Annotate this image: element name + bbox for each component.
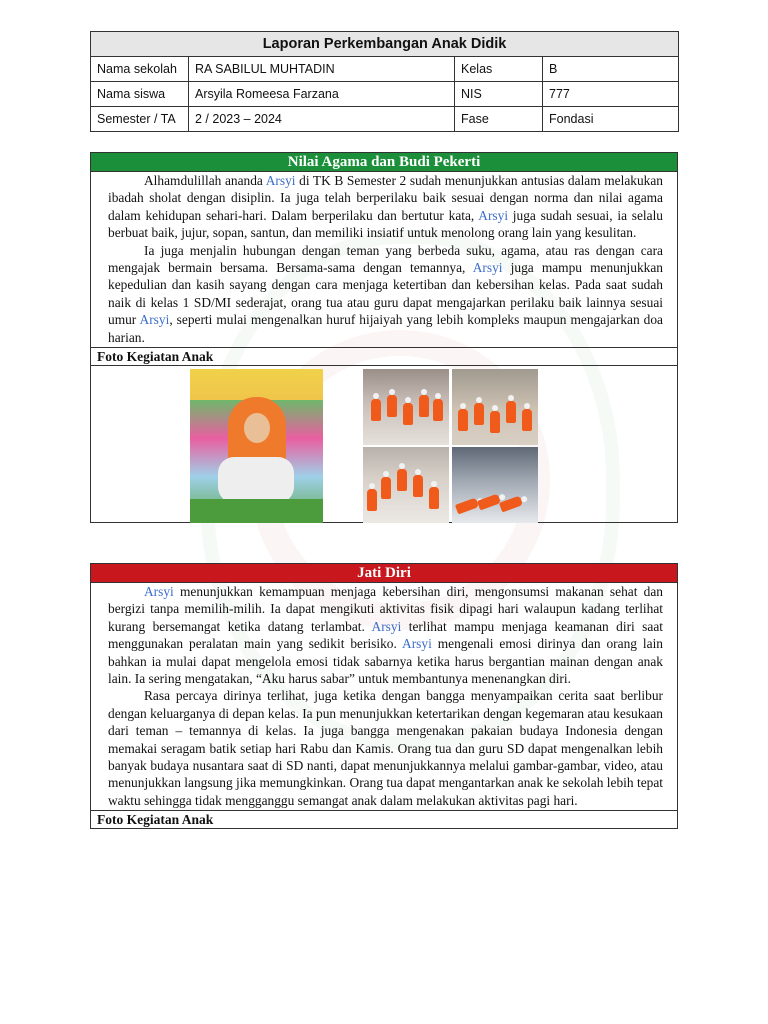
- student-info-table: [90, 31, 679, 132]
- photo-label: Foto Kegiatan Anak: [91, 810, 677, 828]
- text: menunjukkan kemampuan menjaga kebersihan diri, mengonsumsi makanan sehat dan bergizi tanpa memilih-milih. Ia dapat mengikuti aktivitas fisik dipagi hari walaupun kadang terlihat kurang bersemangat ketika datang terlambat.: [108, 584, 663, 634]
- text: Alhamdulillah ananda: [144, 173, 266, 188]
- section-body: [91, 171, 677, 347]
- paragraph: Rasa percaya dirinya terlihat, juga ketika dengan bangga menyampaikan cerita saat berlibur dengan keluarganya di depan kelas. Ia pun menunjukkan ketertarikan dengan kegemaran atau kesukaan dari teman – temannya di kelas. Ia juga bangga mengenakan pakaian budaya Indonesia dengan memakai seragam batik setiap hari Rabu dan Kamis. Orang tua dan guru SD dapat mengenalkan lebih banyak budaya nusantara saat di SD nanti, dapat menunjukkannya melalui gambar-gambar, video, atau menunjukkan langsung jika memungkinkan. Orang tua dapat mengantarkan anak ke sekolah lebih tepat waktu sehingga tidak mengganggu semangat anak dalam melakukan aktivitas pagi hari.: [108, 688, 663, 808]
- photo-child-activity: [190, 369, 323, 523]
- paragraph: [108, 172, 663, 242]
- student-name: Arsyi: [371, 618, 402, 634]
- value-school: RA SABILUL MUHTADIN: [189, 57, 455, 82]
- text: , seperti mulai mengenalkan huruf hijaiyah yang lebih kompleks maupun mengajarkan doa harian.: [108, 312, 664, 345]
- student-name: Arsyi: [478, 207, 509, 223]
- photo-area: [91, 365, 677, 522]
- label-phase: Fase: [455, 107, 543, 132]
- photo-group-3: [363, 447, 449, 523]
- label-nis: NIS: [455, 82, 543, 107]
- student-name: Arsyi: [139, 312, 170, 328]
- paragraph: [108, 242, 663, 346]
- value-student: Arsyila Romeesa Farzana: [189, 82, 455, 107]
- value-nis: 777: [543, 82, 679, 107]
- label-semester: Semester / TA: [91, 107, 189, 132]
- photo-group-4: [452, 447, 538, 523]
- value-class: B: [543, 57, 679, 82]
- student-name: Arsyi: [472, 260, 503, 276]
- student-name: Arsyi: [144, 584, 174, 599]
- label-school: Nama sekolah: [91, 57, 189, 82]
- section-jati-diri: [90, 563, 678, 829]
- table-row: [91, 82, 679, 107]
- text: juga mampu menunjukkan kepedulian dan kasih sayang dengan cara menjaga ketertiban dan kebersihan kelas. Pada saat sudah naik di kelas 1 SD/MI sederajat, orang tua atau guru dapat mengajarkan perilaku baik lainnya sesuai umur: [108, 260, 664, 328]
- paragraph: [108, 583, 663, 687]
- student-name: Arsyi: [265, 173, 296, 188]
- section-body: [91, 582, 677, 810]
- text: terlihat mampu menjaga keamanan diri saat menggunakan peralatan main yang sedikit berisiko.: [108, 618, 663, 652]
- text: juga sudah sesuai, ia selalu berbuat baik, jujur, sopan, santun, dan memiliki insiatif untuk menolong orang lain yang kesulitan.: [108, 207, 663, 241]
- label-student: Nama siswa: [91, 82, 189, 107]
- student-name: Arsyi: [402, 636, 432, 652]
- report-title: Laporan Perkembangan Anak Didik: [91, 32, 679, 57]
- label-class: Kelas: [455, 57, 543, 82]
- photo-label: Foto Kegiatan Anak: [91, 347, 677, 365]
- text: di TK B Semester 2 sudah menunjukkan antusias dalam melakukan ibadah sholat dengan disiplin. Ia juga telah berperilaku baik sesuai dengan norma dan nilai agama dalam kehidupan sehari-hari. Dalam berperilaku dan bertutur kata,: [108, 173, 664, 223]
- section-title: Nilai Agama dan Budi Pekerti: [91, 153, 677, 171]
- table-row: [91, 107, 679, 132]
- value-phase: Fondasi: [543, 107, 679, 132]
- section-title: Jati Diri: [91, 564, 677, 582]
- text: mengenali emosi dirinya dan orang lain bahkan ia mulai dapat mengelola emosi tidak sabarnya ketika harus bergantian mainan dengan anak lain. Ia sering mengatakan, “Aku harus sabar” untuk membantunya menenangkan diri.: [108, 636, 663, 687]
- value-semester: 2 / 2023 – 2024: [189, 107, 455, 132]
- photo-group-1: [363, 369, 449, 445]
- photo-group-2: [452, 369, 538, 445]
- section-nilai-agama: [90, 152, 678, 523]
- text: Ia juga menjalin hubungan dengan teman yang berbeda suku, agama, atau ras dengan cara mengajak bermain bersama. Bersama-sama dengan temannya,: [108, 242, 663, 276]
- table-row: [91, 57, 679, 82]
